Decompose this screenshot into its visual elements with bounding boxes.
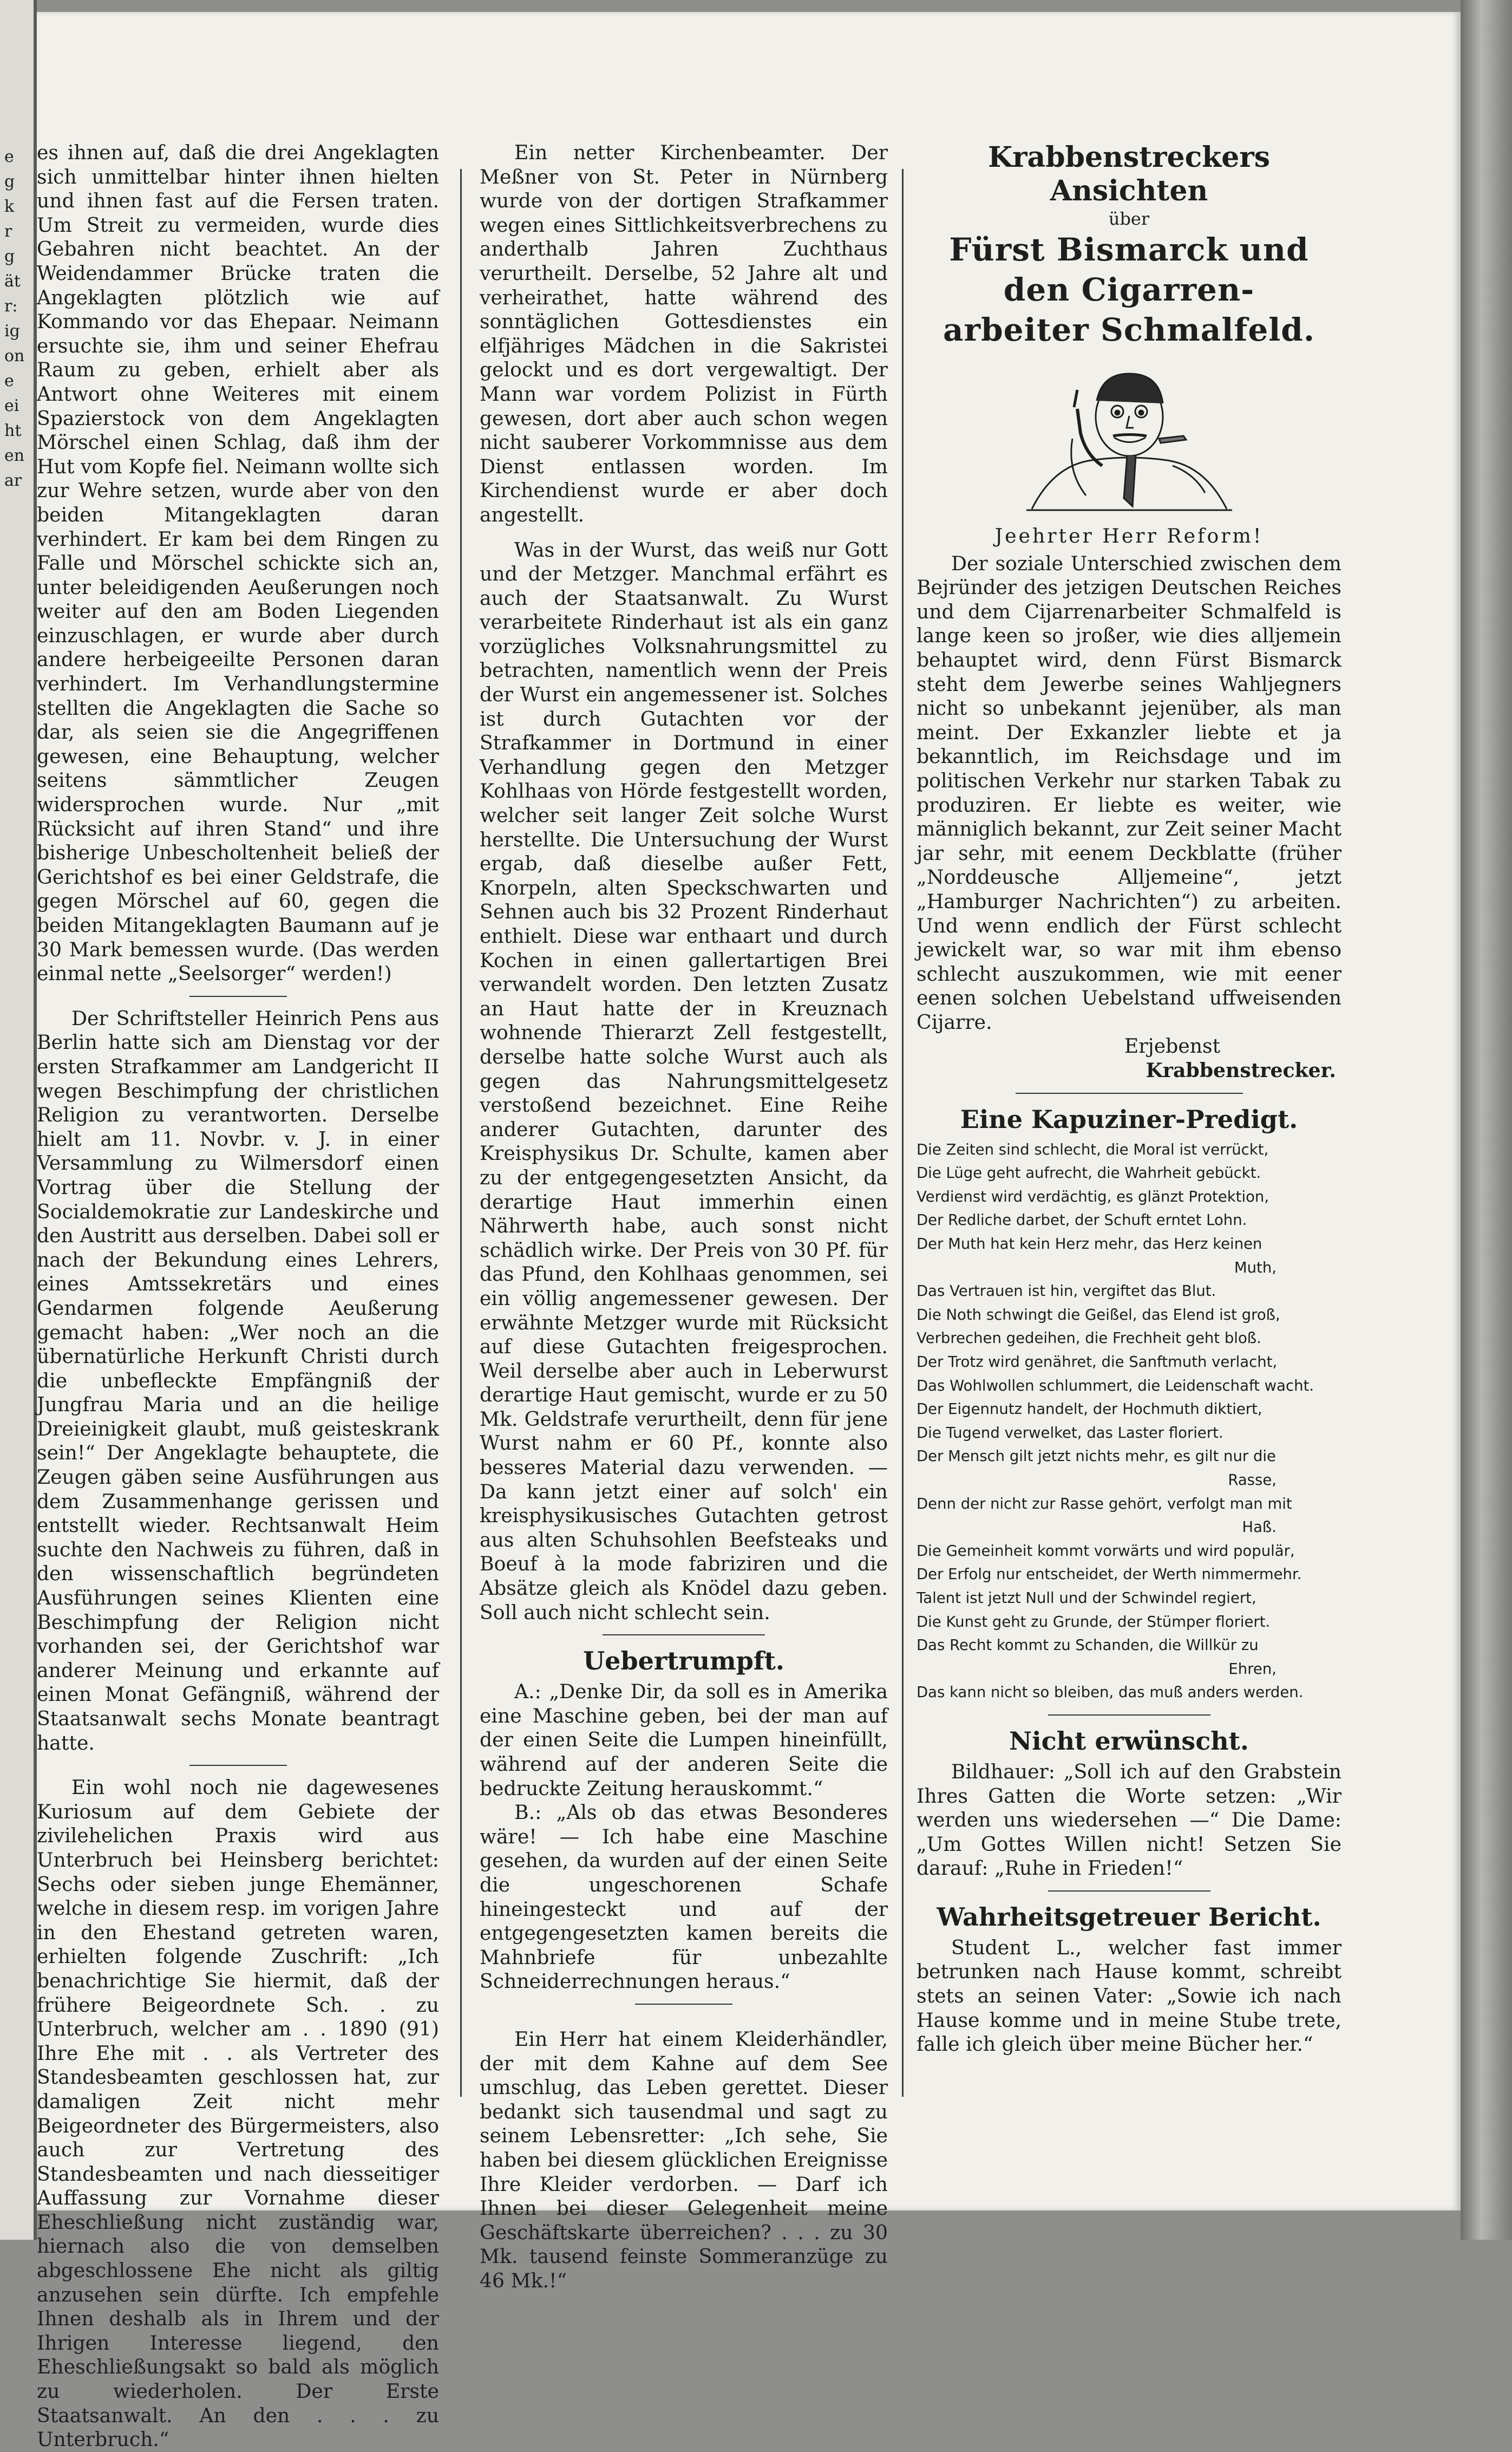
previous-page-edge-glyph: g	[4, 172, 15, 191]
previous-page-edge-glyph: k	[4, 197, 15, 216]
separator	[189, 1765, 287, 1766]
poem-line: Der Muth hat kein Herz mehr, das Herz keinen	[917, 1235, 1262, 1253]
previous-page-edge-glyph: r	[4, 222, 12, 241]
poem-line: Muth,	[1234, 1258, 1277, 1276]
poem-line: Das Recht kommt zu Schanden, die Willkür zu	[917, 1636, 1259, 1654]
poem-line: Der Redliche darbet, der Schuft erntet Lohn.	[917, 1211, 1247, 1229]
separator	[1048, 1890, 1210, 1892]
newspaper-page	[37, 12, 1461, 2451]
poem-line: Verdienst wird verdächtig, es glänzt Protektion,	[917, 1188, 1269, 1205]
previous-page-edge-glyph: e	[4, 147, 14, 166]
poem-title: Eine Kapuziner-Predigt.	[960, 1104, 1298, 1134]
section-title-wahrheitsgetreuer-bericht: Wahrheitsgetreuer Bericht.	[937, 1902, 1321, 1932]
previous-page-edge-glyph: g	[4, 247, 15, 266]
article-paragraph: Ein wohl noch nie dagewesenes Kuriosum auf dem Gebiete der zivilehelichen Praxis wird aus Unterbruch bei Heinsberg berichtet: Sechs oder sieben junge Ehemänner, welche in diesem resp. im vorigen Jahre in den Ehestand getreten waren, erhielten folgende Zuschrift: „Ich benachrichtige Sie hiermit, daß der frühere Beigeordnete Sch. . zu Unterbruch, welcher am . . 1890 (91) Ihre Ehe mit . . als Vertreter des Standesbeamten geschlossen hat, zur damaligen Zeit nicht mehr Beigeordneter des Bürgermeisters, also auch zur Vertretung des Standesbeamten und nach diesseitiger Auffassung zur Vornahme dieser Eheschließung nicht zuständig war, hiernach also die von demselben abgeschlossene Ehe nicht als giltig anzusehen sein dürfte. Ich empfehle Ihnen deshalb als in Ihrem und der Ihrigen Interesse liegend, den Eheschließungsakt so bald als möglich zu wiederholen. Der Erste Staatsanwalt. An den . . . zu Unterbruch.“	[37, 1776, 439, 2451]
article-paragraph: es ihnen auf, daß die drei Angeklagten sich unmittelbar hinter ihnen hielten und ihnen fast auf die Fersen traten. Um Streit zu vermeiden, wurde dies Gebahren nicht beachtet. An der Weidendammer Brücke traten die Angeklagten plötzlich wie auf Kommando vor das Ehepaar. Neimann ersuchte sie, ihm und seiner Ehefrau Raum zu geben, erhielt aber als Antwort ohne Weiteres mit einem Spazierstock von dem Angeklagten Mörschel einen Schlag, daß ihm der Hut vom Kopfe fiel. Neimann wollte sich zur Wehre setzen, wurde aber von den beiden Mitangeklagten daran verhindert. Er kam bei dem Ringen zu Falle und Mörschel schickte sich an, unter beleidigenden Aeußerungen noch weiter auf den am Boden Liegenden einzuschlagen, er wurde aber durch andere herbeigeeilte Personen daran verhindert. Im Verhandlungstermine stellten die Angeklagten die Sache so dar, als seien sie die Angegriffenen gewesen, eine Behauptung, welcher seitens sämmtlicher Zeugen widersprochen wurde. Nur „mit Rücksicht auf ihren Stand“ und ihre bisherige Unbescholtenheit beließ der Gerichtshof es bei einer Geldstrafe, die gegen Mörschel auf 60, gegen die beiden Mitangeklagten Baumann auf je 30 Mark bemessen wurde. (Das werden einmal nette „Seelsorger“ werden!)	[37, 141, 439, 986]
previous-page-edge-glyph: on	[4, 347, 25, 366]
feature-title-sub: über	[1108, 208, 1150, 229]
article-paragraph: Was in der Wurst, das weiß nur Gott und der Metzger. Manchmal erfährt es auch der Staatsanwalt. Zu Wurst verarbeitete Rinderhaut ist als ein ganz vorzügliches Volksnahrungsmittel zu betrachten, namentlich wenn der Preis der Wurst ein angemessener ist. Solches ist durch Gutachten vor der Strafkammer in Dortmund in einer Verhandlung gegen den Metzger Kohlhaas von Hörde festgestellt worden, welcher seit langer Zeit solche Wurst herstellte. Die Untersuchung der Wurst ergab, daß dieselbe außer Fett, Knorpeln, alten Speckschwarten und Sehnen auch bis 32 Prozent Rinderhaut enthielt. Diese war enthaart und durch Kochen in einen gallertartigen Brei verwandelt worden. Den letzten Zusatz an Haut hatte der in Kreuznach wohnende Thierarzt Zell festgestellt, derselbe hatte solche Wurst auch als gegen das Nahrungsmittelgesetz verstoßend bezeichnet. Eine Reihe anderer Gutachten, darunter des Kreisphysikus Dr. Schulte, kamen aber zu der entgegengesetzten Ansicht, da derartige Haut immerhin einen Nährwerth habe, auch sonst nicht schädlich wirke. Der Preis von 30 Pf. für das Pfund, den Kohlhaas genommen, sei ein völlig angemessener gewesen. Der erwähnte Metzger wurde mit Rücksicht auf diese Gutachten freigesprochen. Weil derselbe aber auch in Leberwurst derartige Haut gemischt, wurde er zu 50 Mk. Geldstrafe verurtheilt, denn für jene Wurst nahm er 60 Pf., konnte also besseres Material dazu verwenden. — Da kann jetzt einer auf solch' ein kreisphysikusisches Gutachten getrost aus alten Schuhsohlen Beefsteaks und Boeuf à la mode fabriziren und die Absätze gleich als Knödel dazu geben. Soll auch nicht schlecht sein.	[480, 538, 888, 1624]
article-paragraph: Der Schriftsteller Heinrich Pens aus Berlin hatte sich am Dienstag vor der ersten Strafkammer am Landgericht II wegen Beschimpfung der christlichen Religion zu verantworten. Derselbe hielt am 11. Novbr. v. J. in einer Versammlung zu Wilmersdorf einen Vortrag über die Stellung der Socialdemokratie zur Landeskirche und den Austritt aus derselben. Dabei soll er nach der Bekundung eines Lehrers, eines Amtssekretärs und eines Gendarmen folgende Aeußerung gemacht haben: „Wer noch an die übernatürliche Herkunft Christi durch die unbefleckte Empfängniß der Jungfrau Maria und an die heilige Dreieinigkeit glaubt, muß geisteskrank sein!“ Der Angeklagte behauptete, die Zeugen gäben seine Ausführungen aus dem Zusammenhange gerissen und entstellt wieder. Rechtsanwalt Heim suchte den Nachweis zu führen, daß in den wissenschaftlich begründeten Ausführungen seines Klienten eine Beschimpfung der Religion nicht vorhanden sei, der Gerichtshof war anderer Meinung und erkannte auf einen Monat Gefängniß, während der Staatsanwalt sechs Monate beantragt hatte.	[37, 1006, 439, 1755]
poem-line: Denn der nicht zur Rasse gehört, verfolgt man mit	[917, 1495, 1292, 1512]
letter-greeting: Jeehrter Herr Reform!	[994, 524, 1264, 547]
poem-line: Die Lüge geht aufrecht, die Wahrheit gebückt.	[917, 1164, 1261, 1182]
previous-page-edge	[0, 0, 37, 2240]
section-title: Uebertrumpft.	[583, 1646, 784, 1676]
feature-title: Krabbenstreckers Ansichten	[987, 141, 1271, 207]
poem-line: Ehren,	[1228, 1660, 1277, 1678]
column-rule-2	[902, 169, 904, 2097]
previous-page-edge-glyph: r:	[4, 297, 18, 316]
previous-page-edge-glyph: e	[4, 371, 14, 390]
caricature-illustration	[1021, 357, 1238, 514]
previous-page-edge-glyph: ht	[4, 421, 22, 440]
column-rule-1	[460, 169, 462, 2097]
poem-line: Die Noth schwingt die Geißel, das Elend ist groß,	[917, 1306, 1280, 1323]
poem-line: Der Trotz wird genähret, die Sanftmuth verlacht,	[917, 1353, 1278, 1371]
poem-line: Haß.	[1242, 1518, 1277, 1536]
article-paragraph: Ein netter Kirchenbeamter. Der Meßner von St. Peter in Nürnberg wurde von der dortigen Strafkammer wegen eines Sittlichkeitsverbrechens zu anderthalb Jahren Zuchthaus verurtheilt. Derselbe, 52 Jahre alt und verheirathet, hatte während des sonntäglichen Gottesdienstes ein elfjähriges Mädchen in die Sakristei gelockt und es dort vergewaltigt. Der Mann war vordem Polizist in Fürth gewesen, dort aber auch schon wegen nicht sauberer Vorkommnisse aus dem Dienst entlassen worden. Im Kirchendienst wurde er aber doch angestellt.	[480, 141, 888, 526]
section-title-nicht-erwuenscht: Nicht erwünscht.	[1009, 1726, 1249, 1756]
poem-line: Der Erfolg nur entscheidet, der Werth nimmermehr.	[917, 1566, 1302, 1583]
poem-line: Das kann nicht so bleiben, das muß anders werden.	[917, 1684, 1304, 1701]
poem-line: Der Eigennutz handelt, der Hochmuth diktiert,	[917, 1400, 1262, 1418]
feature-headline-line-1: Fürst Bismarck und den Cigarren-	[949, 231, 1309, 308]
poem-line: Der Mensch gilt jetzt nichts mehr, es gilt nur die	[917, 1447, 1276, 1465]
previous-page-edge-glyph: ar	[4, 471, 22, 490]
previous-page-edge-glyph: ei	[4, 396, 19, 415]
section-text-wahrheitsgetreuer-bericht: Student L., welcher fast immer betrunken nach Hause kommt, schreibt stets an seinen Vater: „Sowie ich nach Hause komme und in meine Stube trete, falle ich gleich über meine Bücher her.“	[917, 1935, 1341, 2056]
column-2	[480, 141, 888, 2293]
poem-line: Die Zeiten sind schlecht, die Moral ist verrückt,	[917, 1140, 1269, 1158]
poem	[917, 1138, 1341, 1705]
poem-line: Die Tugend verwelket, das Laster floriert.	[917, 1424, 1223, 1442]
letter-closing: Erjebenst	[1124, 1034, 1221, 1058]
section-text-nicht-erwuenscht: Bildhauer: „Soll ich auf den Grabstein Ihres Gatten die Worte setzen: „Wir werden uns wiedersehen —“ Die Dame: „Um Gottes Willen nicht! Setzen Sie darauf: „Ruhe in Frieden!“	[917, 1759, 1341, 1880]
poem-line: Die Kunst geht zu Grunde, der Stümper floriert.	[917, 1613, 1271, 1631]
poem-line: Das Vertrauen ist hin, vergiftet das Blut.	[917, 1282, 1216, 1300]
separator	[189, 996, 287, 997]
previous-page-edge-glyph: en	[4, 446, 25, 465]
separator	[635, 2004, 732, 2005]
poem-line: Verbrechen gedeihen, die Frechheit geht bloß.	[917, 1329, 1261, 1347]
separator	[1016, 1093, 1243, 1094]
article-paragraph: Ein Herr hat einem Kleiderhändler, der mit dem Kahne auf dem See umschlug, das Leben gerettet. Dieser bedankt sich tausendmal und sagt zu seinem Lebensretter: „Ich sehe, Sie haben bei diesem glücklichen Ereignisse Ihre Kleider verdorben. — Darf ich Ihnen bei dieser Gelegenheit meine Geschäftskarte überreichen? . . . zu 30 Mk. tausend feinste Sommeranzüge zu 46 Mk.!“	[480, 2027, 888, 2292]
poem-line: Talent ist jetzt Null und der Schwindel regiert,	[917, 1589, 1256, 1607]
letter-body: Der soziale Unterschied zwischen dem Bejründer des jetzigen Deutschen Reiches und dem Cijarrenarbeiter Schmalfeld is lange keen so jroßer, wie dies alljemein behauptet wird, denn Fürst Bismarck steht dem Jewerbe seines Wahljegners nicht so unbekannt jejenüber, als man meint. Der Exkanzler liebte et ja bekanntlich, im Reichsdage und im politischen Verkehr nur starken Tabak zu produziren. Er liebte es weiter, wie männiglich bekannt, zur Zeit seiner Macht jar sehr, mit eenem Deckblatte (früher „Norddeusche Alljemeine“, jetzt „Hamburger Nachrichten“) zu arbeiten. Und wenn endlich der Fürst schlecht jewickelt war, so war mit ihm ebenso schlecht auszukommen, wie mit eener eenen solchen Uebelstand uffweisenden Cijarre.	[917, 551, 1341, 1034]
column-1	[37, 141, 439, 2452]
separator	[603, 1634, 765, 1635]
poem-line: Rasse,	[1228, 1471, 1277, 1489]
book-fore-edge	[1461, 0, 1512, 2240]
separator	[1048, 1714, 1210, 1716]
previous-page-edge-glyph: ig	[4, 322, 20, 341]
poem-line: Das Wohlwollen schlummert, die Leidenschaft wacht.	[917, 1377, 1314, 1394]
column-3	[917, 141, 1341, 2057]
previous-page-edge-glyph: ät	[4, 272, 21, 291]
letter-signature: Krabbenstrecker.	[1146, 1059, 1336, 1082]
feature-headline-line-2: arbeiter Schmalfeld.	[942, 311, 1315, 348]
poem-line: Die Gemeinheit kommt vorwärts und wird populär,	[917, 1542, 1295, 1560]
article-paragraph: A.: „Denke Dir, da soll es in Amerika eine Maschine geben, bei der man auf der einen Seite die Lumpen hineinfüllt, während auf der anderen Seite die bedruckte Zeitung herauskommt.“	[480, 1680, 888, 1800]
article-paragraph: B.: „Als ob das etwas Besonderes wäre! — Ich habe eine Maschine gesehen, da wurden auf der einen Seite die ungeschorenen Schafe hineingesteckt und auf der entgegengesetzten kamen bereits die Mahnbriefe für unbezahlte Schneiderrechnungen heraus.“	[480, 1801, 888, 1993]
